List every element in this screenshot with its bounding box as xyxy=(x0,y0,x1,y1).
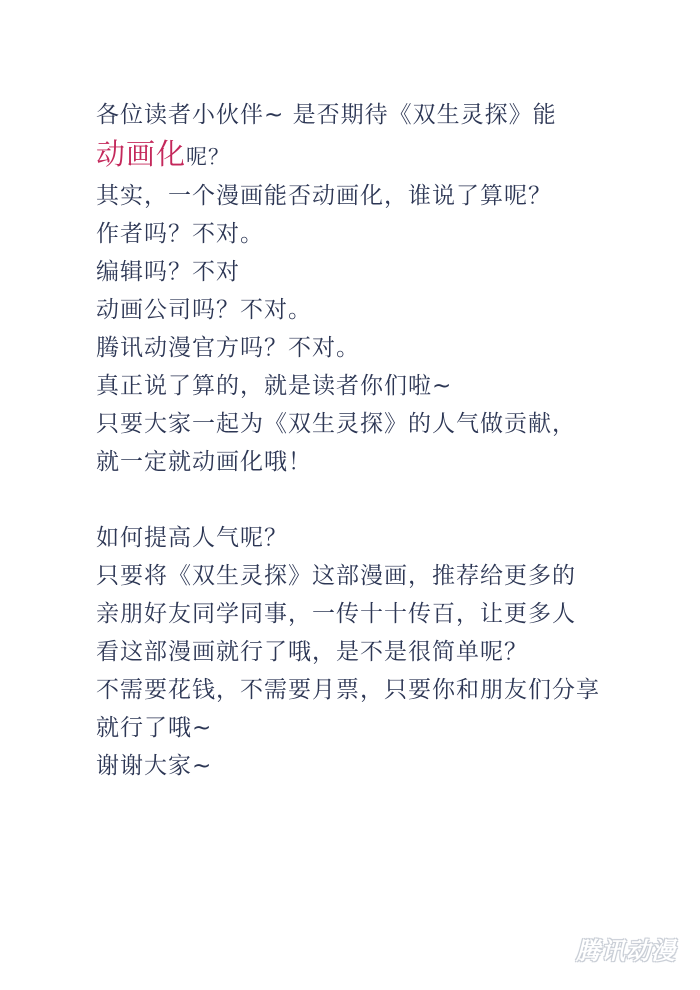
text-line: 编辑吗？不对 xyxy=(96,259,240,285)
highlight-text: 动画化 xyxy=(96,137,187,171)
highlight-line-rest: 呢？ xyxy=(186,145,231,169)
text-line: 不需要花钱，不需要月票，只要你和朋友们分享 xyxy=(96,677,600,703)
text-line: 作者吗？不对。 xyxy=(96,221,264,247)
text-line: 各位读者小伙伴~ 是否期待《双生灵探》能 xyxy=(96,102,557,128)
text-line: 其实，一个漫画能否动画化，谁说了算呢？ xyxy=(96,183,552,209)
highlight-line xyxy=(96,134,656,177)
text-line: 真正说了算的，就是读者你们啦~ xyxy=(96,373,453,399)
tencent-comic-watermark: 腾讯动漫 xyxy=(576,937,676,965)
text-line: 只要大家一起为《双生灵探》的人气做贡献， xyxy=(96,411,576,437)
text-line: 腾讯动漫官方吗？不对。 xyxy=(96,335,360,361)
text-line: 动画公司吗？不对。 xyxy=(96,297,312,323)
announcement-text xyxy=(96,96,656,785)
text-line: 谢谢大家~ xyxy=(96,753,213,779)
text-line: 看这部漫画就行了哦，是不是很简单呢？ xyxy=(96,639,528,665)
text-line: 亲朋好友同学同事，一传十十传百，让更多人 xyxy=(96,601,576,627)
text-line: 只要将《双生灵探》这部漫画，推荐给更多的 xyxy=(96,563,576,589)
text-line: 就一定就动画化哦！ xyxy=(96,449,312,475)
text-line: 如何提高人气呢？ xyxy=(96,525,288,551)
text-line: 就行了哦~ xyxy=(96,715,213,741)
paragraph-spacer xyxy=(96,481,656,519)
